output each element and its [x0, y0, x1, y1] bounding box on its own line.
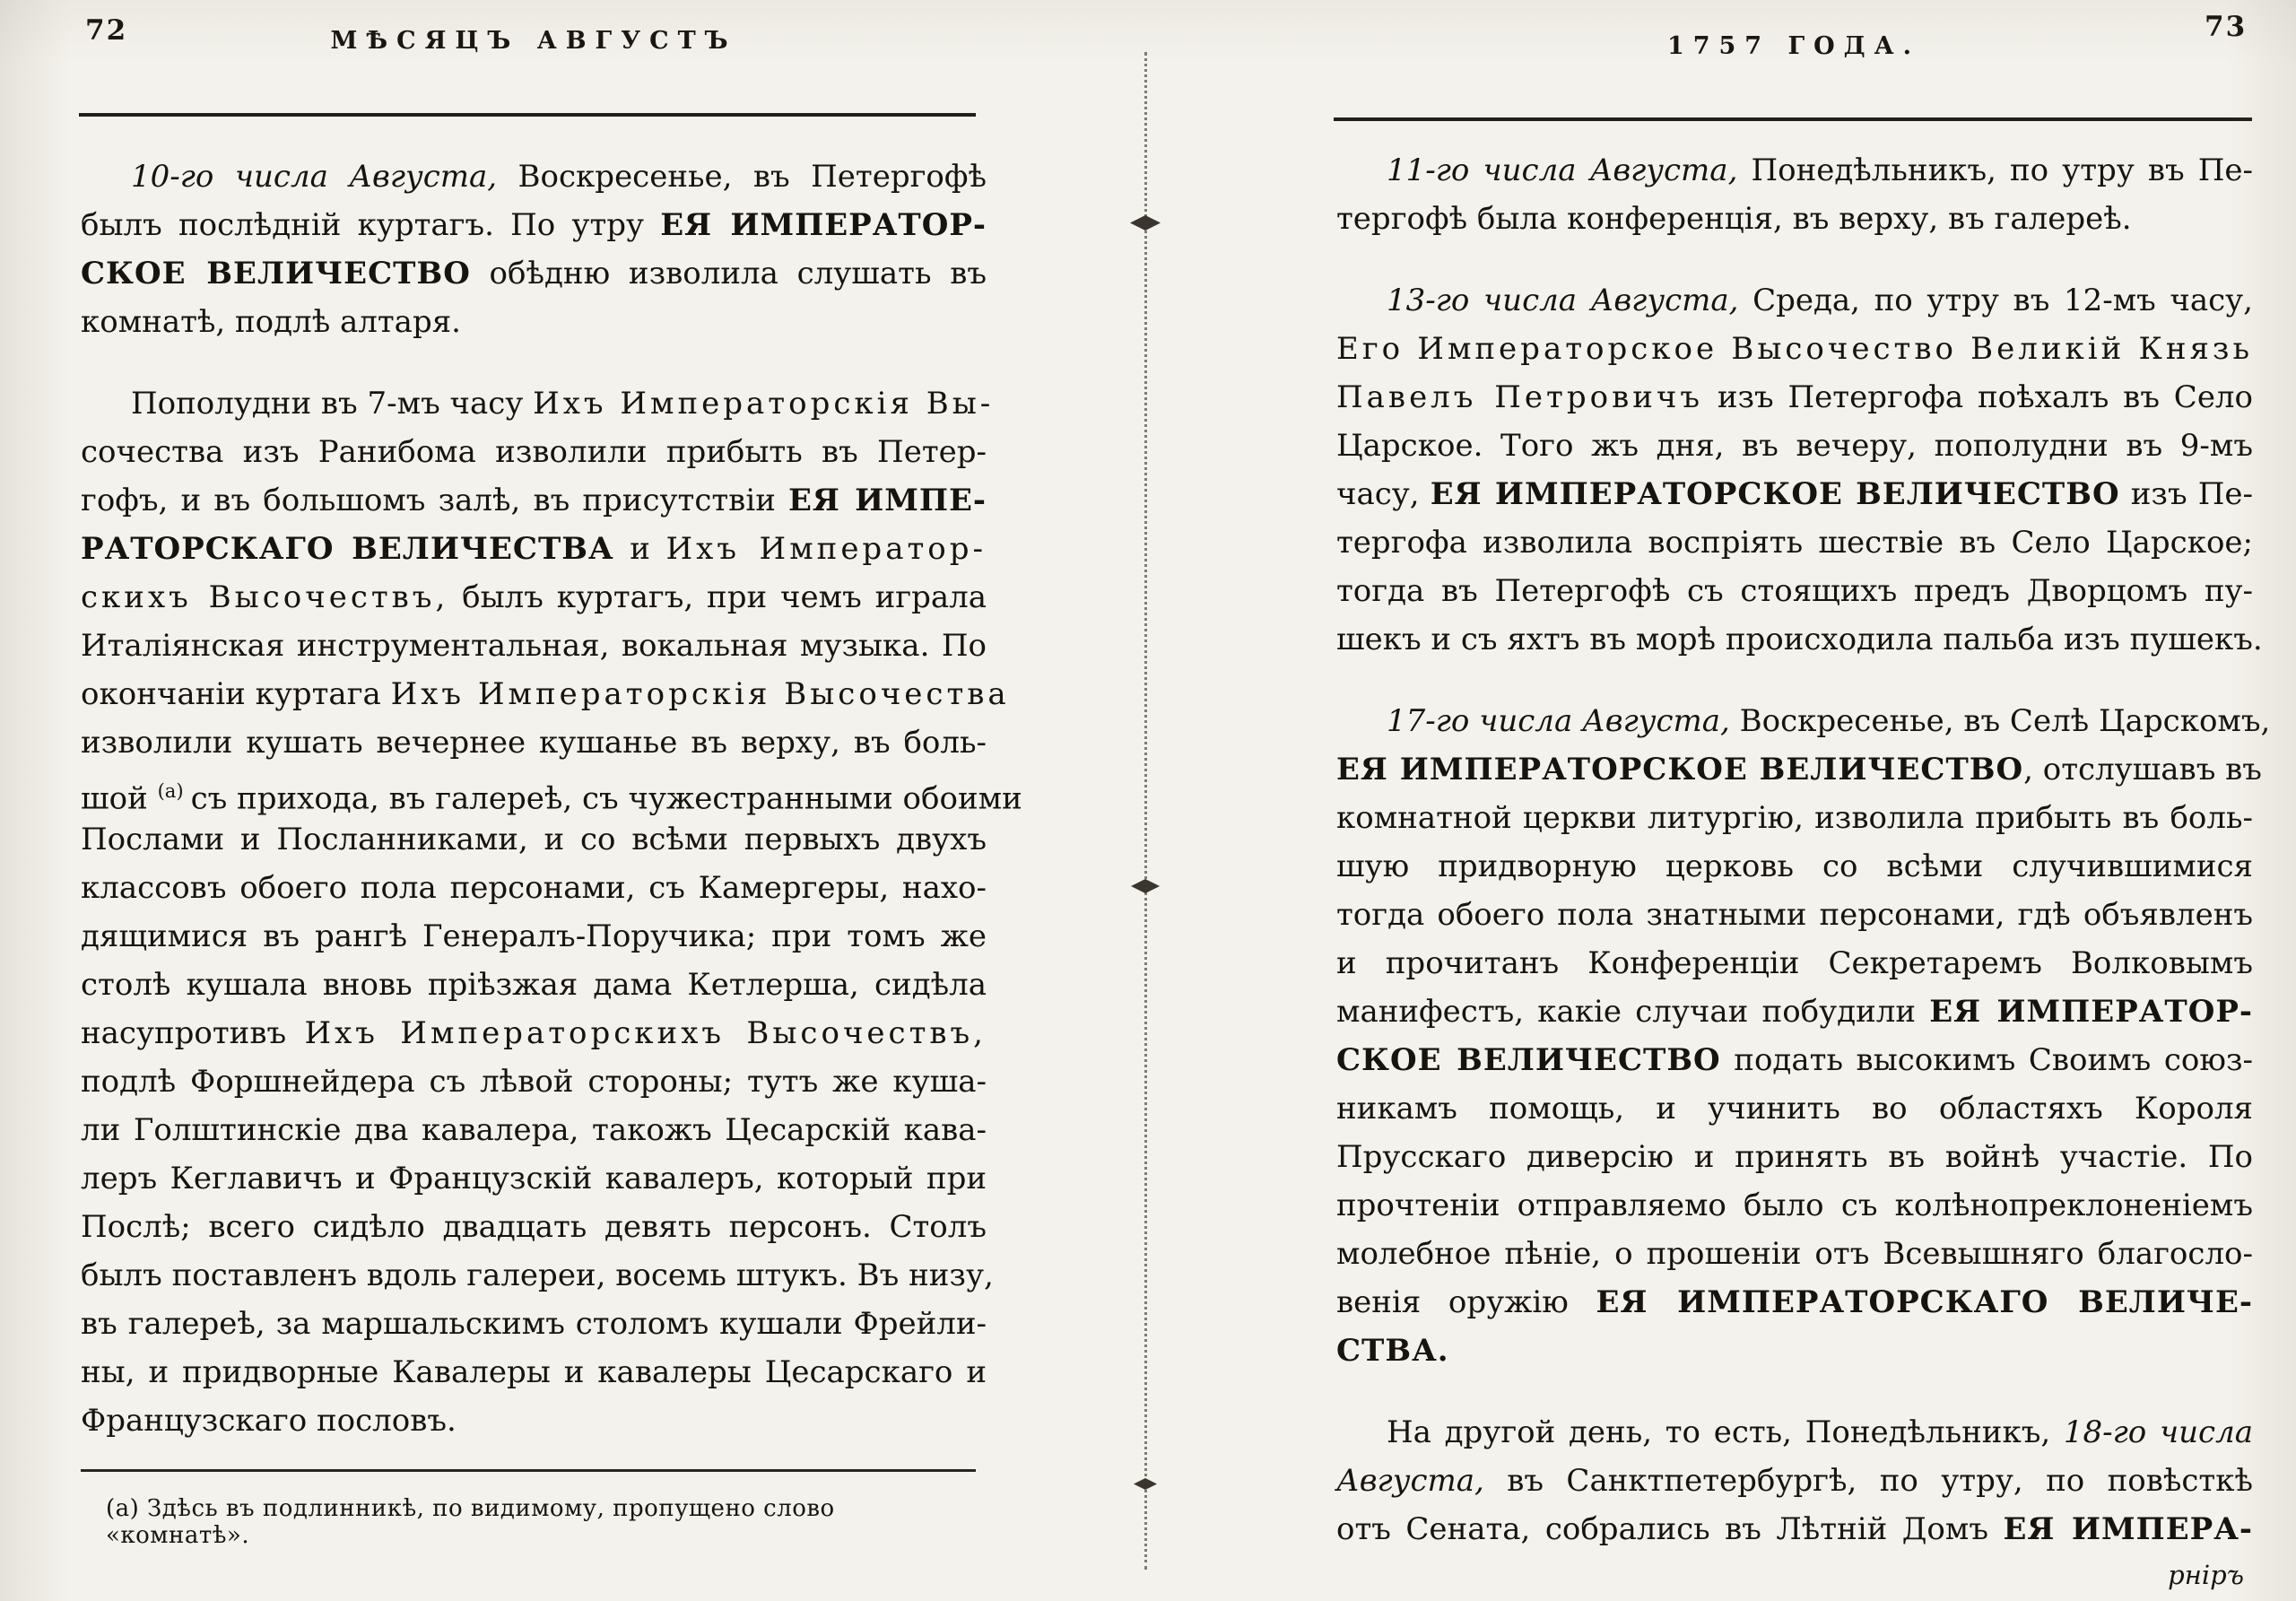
text-segment: въ галереѣ, за маршальскимъ столомъ кушали Фрейли- [81, 1306, 987, 1342]
text-line [81, 961, 987, 1009]
text-segment: Ихъ Императорскія Вы- [533, 386, 995, 422]
text-line [81, 428, 987, 476]
text-line [1336, 518, 2253, 567]
text-segment: ны, и придворные Кавалеры и кавалеры Цесарскаго и [81, 1354, 987, 1390]
text-line [1336, 567, 2253, 615]
text-line [81, 152, 987, 201]
paragraph [1336, 1408, 2253, 1553]
text-segment: Французскаго пословъ. [81, 1403, 457, 1439]
footnote-block [81, 1469, 978, 1549]
text-line [81, 622, 987, 670]
text-line [81, 525, 987, 573]
text-line [1336, 470, 2253, 518]
text-line [81, 1251, 994, 1300]
text-line [1336, 1505, 2253, 1553]
text-line [81, 379, 995, 428]
text-segment: 13-го числа Августа, [1387, 283, 1739, 318]
text-segment: шую придворную церковь со всѣми случившимися [1336, 848, 2253, 884]
text-line [81, 476, 987, 525]
left-page-body [81, 152, 1022, 1445]
left-header-rule [79, 113, 976, 117]
text-segment: ЕЯ ИМПЕРА- [2003, 1511, 2253, 1547]
text-line [81, 718, 987, 767]
text-segment: изъ Петергофа поѣхалъ въ Село [1703, 379, 2254, 415]
text-segment: отъ Сената, собрались въ Лѣтній Домъ [1336, 1511, 2004, 1547]
text-segment: 11-го числа Августа, [1387, 152, 1738, 188]
text-segment: ли Голштинскіе два кавалера, такожъ Цесарскій кава- [81, 1112, 987, 1148]
text-line [1336, 1181, 2253, 1230]
text-line [81, 1300, 987, 1348]
footnote-rule [81, 1469, 976, 1472]
text-segment: подать высокимъ Своимъ союз- [1720, 1042, 2253, 1078]
text-segment: ЕЯ ИМПЕРАТОРСКОЕ ВЕЛИЧЕСТВО [1430, 476, 2120, 512]
text-segment: сочества изъ Ранибома изволили прибыть въ Петер- [81, 434, 987, 470]
text-segment: Понедѣльникъ, по утру въ Пе- [1737, 152, 2253, 188]
text-segment: ЕЯ ИМПЕ- [788, 483, 987, 518]
text-segment: тогда въ Петергофѣ съ стоящихъ предъ Дворцомъ пу- [1336, 573, 2253, 609]
text-line [1336, 195, 2253, 243]
paragraph [1336, 276, 2263, 664]
text-line [1336, 276, 2253, 325]
text-segment: венія оружію [1336, 1284, 1596, 1320]
page-number-right: 73 [2205, 11, 2248, 43]
text-segment: 18-го числа [2063, 1414, 2253, 1450]
text-segment: Ихъ Императорскія Высочества [390, 676, 1010, 712]
text-line [1336, 1327, 2253, 1375]
text-segment: прочтеніи отправляемо было съ колѣнопреклоненіемъ [1336, 1188, 2253, 1223]
text-segment: ЕЯ ИМПЕРАТОРСКОЕ ВЕЛИЧЕСТВО [1336, 752, 2024, 787]
text-line [1336, 325, 2253, 373]
text-line [81, 767, 1022, 817]
text-segment: леръ Кеглавичъ и Французскій кавалеръ, который при [81, 1161, 987, 1196]
right-page-header: 1757 ГОДА. [1666, 32, 1921, 60]
text-line [1336, 1230, 2253, 1278]
text-segment: шой [81, 780, 158, 817]
paragraph [1336, 697, 2271, 1375]
text-segment: былъ поставленъ вдоль галереи, восемь штукъ. Въ низу, [81, 1257, 994, 1293]
text-segment: Павелъ Петровичъ [1336, 379, 1703, 415]
text-line [81, 864, 987, 912]
text-segment: былъ куртагъ, при чемъ играла [448, 579, 987, 615]
text-segment: СКОЕ ВЕЛИЧЕСТВО [1336, 1042, 1721, 1078]
text-segment: Послами и Посланниками, и со всѣми первыхъ двухъ [81, 822, 987, 857]
text-segment: подлѣ Форшнейдера съ лѣвой стороны; тутъ же куша- [81, 1064, 987, 1100]
text-segment: окончаніи куртага [81, 676, 391, 712]
text-segment: и [613, 531, 666, 567]
left-page-header: МѢСЯЦЪ АВГУСТЪ [330, 27, 737, 55]
text-segment: 17-го числа Августа, [1387, 703, 1730, 739]
text-segment: съ прихода, въ галереѣ, съ чужестранными обоими [190, 780, 1022, 817]
text-line [1336, 697, 2271, 745]
text-line [1336, 745, 2262, 794]
text-segment: Прусскаго диверсію и принять въ войнѣ участіе. По [1336, 1139, 2253, 1175]
text-segment: тогда обоего пола знатными персонами, гдѣ объявленъ [1336, 897, 2253, 933]
text-segment: тергофѣ была конференція, въ верху, въ галереѣ. [1336, 201, 2132, 237]
text-segment: Ихъ Императорскихъ Высочествъ, [304, 1015, 987, 1051]
text-segment: Среда, по утру въ 12-мъ часу, [1738, 283, 2253, 318]
text-segment: комнатѣ, подлѣ алтаря. [81, 304, 461, 340]
text-segment: 10-го числа Августа, [131, 159, 498, 195]
right-page-body [1336, 146, 2271, 1593]
text-segment: никамъ помощь, и учинить во областяхъ Короля [1336, 1091, 2253, 1127]
text-line [81, 1397, 987, 1445]
text-segment: Его Императорское Высочество Великій Князь [1336, 331, 2253, 367]
text-segment: Воскресенье, въ Петергофѣ [497, 159, 987, 195]
text-line [1336, 891, 2253, 939]
text-segment: манифестъ, какіе случаи побудили [1336, 994, 1930, 1030]
text-segment: ЕЯ ИМПЕРАТОРСКАГО ВЕЛИЧЕ- [1596, 1284, 2254, 1320]
text-line [81, 1154, 987, 1203]
text-segment: классовъ обоего пола персонами, съ Камергеры, нахо- [81, 870, 987, 906]
text-line [81, 1348, 987, 1397]
text-line [1336, 939, 2253, 988]
text-line [81, 1009, 987, 1057]
text-segment: скихъ Высочествъ, [81, 579, 449, 615]
gutter-ornament-icon [1131, 879, 1160, 893]
text-segment: (а) [157, 779, 184, 802]
text-segment: Августа, [1336, 1463, 1484, 1499]
text-segment: дящимися въ рангѣ Генералъ-Поручика; при томъ же [81, 918, 987, 954]
text-line [1336, 1278, 2253, 1327]
text-line [1336, 842, 2253, 891]
right-header-rule [1334, 117, 2252, 121]
text-segment: изволили кушать вечернее кушанье въ верху, въ боль- [81, 725, 987, 761]
text-segment: шекъ и съ яхтъ въ морѣ происходила пальба изъ пушекъ. [1336, 622, 2263, 657]
text-segment: На другой день, то есть, Понедѣльникъ, [1387, 1414, 2064, 1450]
text-segment: Царское. Того жъ дня, въ вечеру, пополудни въ 9-мъ [1336, 428, 2253, 464]
text-line [1336, 1457, 2253, 1505]
text-segment: комнатной церкви литургію, изволила прибыть въ боль- [1336, 800, 2253, 836]
text-segment: гофъ, и въ большомъ залѣ, въ присутствіи [81, 483, 789, 518]
text-segment: и прочитанъ Конференціи Секретаремъ Волковымъ [1336, 945, 2253, 981]
text-segment: ЕЯ ИМПЕРАТОР- [660, 207, 987, 243]
paragraph [81, 152, 987, 346]
text-segment: СКОЕ ВЕЛИЧЕСТВО [81, 256, 471, 291]
paragraph [1336, 146, 2253, 243]
catchword: рнiръ [2168, 1560, 2244, 1590]
gutter-ornament-icon [1134, 1478, 1157, 1490]
gutter-ornament-icon [1130, 215, 1161, 231]
text-segment: часу, [1336, 476, 1431, 512]
text-line [1336, 1036, 2253, 1084]
text-line [1336, 422, 2253, 470]
text-segment: изъ Пе- [2119, 476, 2253, 512]
footnote-text: (а) Здѣсь въ подлинникѣ, по видимому, пропущено слово «комнатѣ». [106, 1495, 835, 1549]
text-segment: былъ послѣдній куртагъ. По утру [81, 207, 661, 243]
page-number-left: 72 [85, 14, 128, 47]
text-line [1336, 146, 2253, 195]
text-line [81, 815, 987, 864]
text-segment: РАТОРСКАГО ВЕЛИЧЕСТВА [81, 531, 614, 567]
text-segment: обѣдню изволила слушать въ [470, 256, 987, 291]
text-line [1336, 615, 2263, 664]
text-line [81, 1106, 987, 1154]
text-line [81, 1203, 987, 1251]
text-segment: Ихъ Император- [665, 531, 987, 567]
text-segment: въ Санктпетербургѣ, по утру, по повѣсткѣ [1483, 1463, 2253, 1499]
text-segment: Италіянская инструментальная, вокальная музыка. По [81, 628, 987, 664]
text-line [81, 670, 1010, 718]
text-segment: молебное пѣніе, о прошеніи отъ Всевышняго благосло- [1336, 1236, 2253, 1272]
text-line [1336, 1084, 2253, 1133]
text-segment: Воскресенье, въ Селѣ Царскомъ, [1729, 703, 2271, 739]
text-segment: насупротивъ [81, 1015, 305, 1051]
text-line [1336, 1408, 2253, 1457]
text-line [81, 201, 987, 249]
paragraph [81, 379, 1022, 1445]
center-gutter-divider [1144, 52, 1147, 1570]
text-line [81, 298, 987, 346]
text-line [1336, 373, 2253, 422]
text-line [81, 1057, 987, 1106]
text-line [1336, 988, 2253, 1036]
text-segment: столѣ кушала вновь пріѣзжая дама Кетлерша, сидѣла [81, 967, 987, 1003]
text-line [81, 912, 987, 961]
text-segment: Пополудни въ 7-мъ часу [131, 386, 534, 422]
text-segment: тергофа изволила воспріять шествіе въ Село Царское; [1336, 525, 2253, 561]
text-line [1336, 794, 2253, 842]
text-segment: , отслушавъ въ [2023, 752, 2262, 787]
text-line [81, 249, 987, 298]
text-segment: ЕЯ ИМПЕРАТОР- [1929, 994, 2253, 1030]
text-segment: Послѣ; всего сидѣло двадцать девять персонъ. Столъ [81, 1209, 987, 1245]
text-segment: СТВА. [1336, 1333, 1449, 1369]
text-line [1336, 1133, 2253, 1181]
text-line [81, 573, 987, 622]
